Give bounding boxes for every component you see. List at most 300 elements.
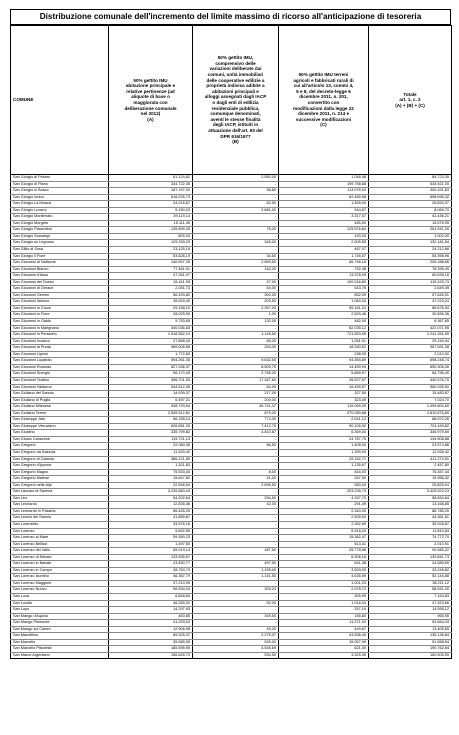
cell-imu-c: 1.261,01 [279,338,369,345]
cell-imu-a: 89.325,37 [109,633,193,640]
cell-total: 965,95 [369,613,452,620]
table-header-row [11,26,452,175]
cell-imu-a: 133.535,57 [109,554,193,561]
header-line: art. 1, c. 2 [399,97,421,103]
cell-total: 7.024,70 [369,397,452,404]
cell-imu-b: 2.756,00 [193,371,279,378]
cell-imu-a: 54.202,64 [109,495,193,502]
cell-imu-a: 53.626,19 [109,253,193,260]
cell-imu-a: 396.701,53 [109,377,193,384]
cell-imu-b: 254,00 [193,345,279,352]
cell-imu-b: 132,00 [193,319,279,326]
header-comune: COMUNE [11,26,109,175]
cell-total: 6.367,65 [369,319,452,326]
header-line: variazioni deliberate dai [209,66,262,72]
header-line: convertito con [307,100,340,105]
cell-total: 1.002,00 [369,233,452,240]
cell-imu-a: 33.576,18 [109,521,193,528]
cell-imu-a: 19.161,93 [109,279,193,286]
header-line: delle cooperative edilizie a [206,77,265,83]
cell-total: 64.796,40 [369,371,452,378]
cell-total: 78.395,49 [369,266,452,273]
cell-imu-a: 140.597,26 [109,260,193,267]
cell-imu-a: 594.261,35 [109,358,193,365]
cell-imu-c: 270.283,88 [279,410,369,417]
cell-imu-c: 323,49 [279,397,369,404]
cell-total: 13.405,65 [369,626,452,633]
cell-imu-c: 3.303,09 [279,567,369,574]
cell-imu-a: 23.450,77 [109,561,193,568]
cell-imu-c: 24.787,75 [279,436,369,443]
cell-total: 2.457,80 [369,463,452,470]
cell-comune: San Gregorio nelle Alpi [11,482,109,489]
cell-imu-c: 1.084,34 [279,299,369,306]
cell-imu-b: 2.357,00 [193,305,279,312]
cell-imu-a: 75.533,44 [109,469,193,476]
cell-imu-a: 6.497,21 [109,397,193,404]
header-line: dicembre 2011, n. 201, [299,94,348,100]
cell-comune: San Lorenzello [11,521,109,528]
cell-imu-c: 25.778,58 [279,548,369,555]
cell-comune: San Leo [11,495,109,502]
cell-comune: San Giorgio Piacentino [11,227,109,234]
cell-imu-b: 58,80 [193,188,279,195]
cell-total: 698.248,74 [369,358,452,365]
cell-imu-c: 4.635,59 [279,574,369,581]
cell-comune: San Giovanni al Natisone [11,260,109,267]
cell-imu-a: 12.906,98 [109,626,193,633]
cell-imu-c: 2.340,00 [279,508,369,515]
cell-total: 422.071,95 [369,325,452,332]
header-col-a [109,26,193,175]
cell-comune: San Giorgio in Bosco [11,188,109,195]
cell-imu-a: 129.333,29 [109,240,193,247]
cell-imu-a: 15.111,45 [109,220,193,227]
cell-total: 560.035,92 [369,384,452,391]
cell-comune: San Giuseppe Vesuviano [11,423,109,430]
cell-comune: San Giuliano Milanese [11,404,109,411]
cell-imu-c: 94.354,89 [279,358,369,365]
header-line: attuazione dell'art. 93 del [208,127,263,133]
cell-imu-a: 626.651,20 [109,423,193,430]
cell-imu-c: 15.459,57 [279,384,369,391]
cell-imu-c: 203.239,79 [279,489,369,496]
cell-imu-a: 61.124,82 [109,175,193,182]
cell-comune: San Lupo [11,607,109,614]
header-line: aliquote di base o [131,94,170,100]
cell-imu-b: 2.681,00 [193,207,279,214]
cell-total: 206.288,66 [369,260,452,267]
cell-imu-c: 2.352,69 [279,521,369,528]
cell-imu-c: 66.746,16 [279,260,369,267]
cell-imu-c: 621,00 [279,646,369,653]
cell-comune: San Giovanni Valdarno [11,384,109,391]
cell-total: 12.928,42 [369,449,452,456]
cell-imu-a: 46.367,79 [109,574,193,581]
cell-total: 135.136,84 [369,633,452,640]
header-line: relative pertinenze (ad [126,88,175,94]
cell-imu-a: 41.293,03 [109,620,193,627]
cell-imu-a: 45.929,40 [109,299,193,306]
cell-total: 11.810,84 [369,528,452,535]
cell-imu-a: 544.512,35 [109,384,193,391]
cell-comune: San Gregorio da Sassola [11,449,109,456]
cell-comune: San Giovanni Bianco [11,266,109,273]
cell-total: 411.274,51 [369,456,452,463]
cell-total: 346.979,69 [369,430,452,437]
cell-total: 15.483,87 [369,391,452,398]
cell-imu-b: - [193,521,279,528]
cell-total: 30.556,36 [369,312,452,319]
header-line: o dagli enti di edilizia [212,100,259,105]
cell-total: 42.436,21 [369,214,452,221]
cell-imu-a: 1.518.562,10 [109,332,193,339]
cell-imu-c: 1.048,48 [279,175,369,182]
header-line: abitazione principale e [125,83,176,89]
cell-imu-a: 35.585,95 [109,639,193,646]
cell-imu-a: 5.150,03 [109,207,193,214]
cell-imu-b: 49,00 [193,626,279,633]
cell-imu-a: 616.226,73 [109,194,193,201]
cell-imu-a: 1.497,50 [109,541,193,548]
cell-comune: San Lorenzo Nuovo [11,587,109,594]
cell-imu-b: 1.141,50 [193,574,279,581]
cell-imu-a: 39.119,14 [109,214,193,221]
header-col-c [279,26,369,175]
cell-imu-b: 45.741,47 [193,404,279,411]
cell-comune: San Mango d'Aquino [11,613,109,620]
cell-comune: San Giovanni Lupatoto [11,358,109,365]
cell-imu-c: 82.035,12 [279,325,369,332]
cell-imu-b: 64,00 [193,384,279,391]
cell-imu-b: - [193,528,279,535]
cell-comune: San Lorenzo Maggiore [11,580,109,587]
cell-imu-c: 543,76 [279,286,369,293]
cell-total: 57.645,91 [369,292,452,299]
cell-imu-a: 3.226.683,44 [109,489,193,496]
cell-imu-a: 22.546,54 [109,482,193,489]
cell-comune: San Giusto Canavese [11,436,109,443]
cell-imu-a: 28.025,90 [109,312,193,319]
cell-imu-a: 56.493,82 [109,292,193,299]
cell-total: 68.970,26 [369,417,452,424]
cell-imu-c: 583,00 [279,482,369,489]
cell-total: 144.508,88 [369,436,452,443]
header-line: 50% gettito IMU terreni [298,72,349,78]
cell-total: 698.696,32 [369,194,452,201]
cell-imu-b: - [193,233,279,240]
cell-imu-c: 125.576,84 [279,227,369,234]
header-line: dicembre 2011, n. 214 e [297,111,350,117]
cell-imu-a: 1.321,83 [109,463,193,470]
cell-imu-c: 327,50 [279,391,369,398]
header-line: modificazioni dalla legge 22 [293,105,354,111]
cell-total: 14.555,12 [369,607,452,614]
cell-imu-c: 11.371,00 [279,620,369,627]
cell-imu-b: - [193,554,279,561]
cell-imu-b: - [193,247,279,254]
cell-imu-b: 217,00 [193,391,279,398]
cell-comune: San Gregorio Magno [11,469,109,476]
header-line: (C) [320,122,327,128]
cell-imu-b: 2.275,07 [193,633,279,640]
cell-imu-c: 2.529,46 [279,312,369,319]
cell-imu-c: 944,67 [279,207,369,214]
cell-imu-a: 334.722,35 [109,181,193,188]
cell-imu-a: 24.216,67 [109,201,193,208]
cell-total: 190.762,64 [369,646,452,653]
cell-total: 132.181,84 [369,240,452,247]
cell-imu-b: 497,50 [193,561,279,568]
cell-comune: San Giorgio il Fiore [11,253,109,260]
cell-imu-b: - [193,541,279,548]
cell-imu-c: 257,19 [279,607,369,614]
cell-comune: San Giuliano di Puglia [11,397,109,404]
cell-imu-c: 238,09 [279,351,369,358]
header-line: agricoli e fabbricati rurali di [293,77,354,83]
cell-total: 24.589,65 [369,561,452,568]
cell-total: 55.398,96 [369,253,452,260]
cell-imu-b: 294,50 [193,495,279,502]
cell-comune: San Leucio del Sannio [11,515,109,522]
header-line: residenziale pubblica, [211,105,260,111]
cell-imu-b: 774,00 [193,417,279,424]
cell-imu-a: 41.855,87 [109,515,193,522]
cell-imu-c: 1.745,57 [279,253,369,260]
cell-comune: San Leonardo [11,502,109,509]
cell-total: 29.194,44 [369,338,452,345]
cell-comune: San Luca [11,594,109,601]
cell-imu-a: 66.155,14 [109,417,193,424]
cell-imu-b: - [193,463,279,470]
cell-total: 3.429.923,23 [369,489,452,496]
cell-imu-a: 6.848,84 [109,594,193,601]
cell-total: 2.241.261,59 [369,332,452,339]
cell-imu-b: 7.412,70 [193,423,279,430]
cell-comune: San Giovanni in Marignano [11,325,109,332]
cell-total: 119.225,73 [369,279,452,286]
cell-imu-a: 2.539.512,81 [109,410,193,417]
cell-imu-b: 345,00 [193,240,279,247]
cell-imu-a: 185.595,95 [109,646,193,653]
cell-imu-a: 46.255,32 [109,600,193,607]
cell-comune: San Giorgio Monferrato [11,214,109,221]
cell-imu-c: 115.069,09 [279,404,369,411]
cell-imu-b: 209,50 [193,299,279,306]
header-line: DPR 616/1977 [220,133,251,139]
cell-comune: San Giorgio Morgeto [11,220,109,227]
cell-imu-c: 487,07 [279,247,369,254]
cell-imu-b: 1.195,00 [193,567,279,574]
cell-imu-a: 56.170,43 [109,371,193,378]
cell-comune: San Giovanni la Punta [11,345,109,352]
cell-comune: San Giorgio di Pesaro [11,175,109,182]
cell-total: 47.323,66 [369,600,452,607]
cell-comune: San Lorenzo di Sebato [11,554,109,561]
cell-imu-c: 1.016,34 [279,600,369,607]
cell-imu-c: 6.306,16 [279,554,369,561]
cell-comune: San Giorgio Scarampi [11,233,109,240]
cell-comune: San Giovanni in Galdo [11,319,109,326]
cell-imu-b: 65,00 [193,338,279,345]
cell-imu-b: 925,00 [193,639,279,646]
cell-imu-b: 9.632,50 [193,358,279,365]
cell-comune: San Gregorio d'Ippona [11,463,109,470]
cell-imu-c: 1.408,00 [279,443,369,450]
cell-comune: San Gregorio [11,443,109,450]
cell-comune: San Giovanni in Fiore [11,312,109,319]
header-line: comprensivo delle [215,60,256,66]
cell-imu-b: 8.509,75 [193,364,279,371]
cell-total: 52.144,88 [369,574,452,581]
cell-comune: San Giuliano del Sannio [11,391,109,398]
cell-imu-b: 300,00 [193,292,279,299]
cell-imu-b: - [193,436,279,443]
cell-imu-c: 4.337,70 [279,495,369,502]
cell-total: 2.010,92 [369,351,452,358]
cell-imu-b: 75,00 [193,227,279,234]
cell-comune: San Giovanni Ilarione [11,299,109,306]
cell-imu-a: 29.158,10 [109,305,193,312]
cell-imu-b: - [193,351,279,358]
cell-imu-a: 65.019,14 [109,548,193,555]
cell-total: 300.331,83 [369,188,452,195]
cell-total: 86.676,34 [369,305,452,312]
cell-imu-a: 627.336,37 [109,364,193,371]
cell-imu-b: 86,50 [193,443,279,450]
cell-imu-c: 14.459,94 [279,364,369,371]
header-line: (A) + (B) + (C) [395,102,425,108]
cell-imu-b: 2.695,50 [193,482,279,489]
cell-total: 25.834,37 [369,201,452,208]
cell-comune: San Mango Piemonte [11,620,109,627]
cell-total: 1.099.604,50 [369,404,452,411]
cell-imu-b: - [193,535,279,542]
header-line: Totale [403,91,417,97]
cell-comune: San Giustino [11,430,109,437]
cell-imu-c: 199.798,68 [279,181,369,188]
cell-comune: San Lorenzo [11,528,109,535]
cell-imu-c: 155,60 [279,613,369,620]
cell-imu-a: 86.445,25 [109,508,193,515]
header-line: proprietà indivisa adibite a [206,83,265,89]
cell-imu-c: 1.135,97 [279,463,369,470]
cell-total: 64.723,30 [369,175,452,182]
cell-imu-c: 816,00 [279,469,369,476]
cell-imu-c: 2.078,72 [279,587,369,594]
cell-comune: San Marcello Pistoiese [11,646,109,653]
cell-imu-b: - [193,580,279,587]
table-row [11,652,452,659]
cell-comune: San Giorgio La Molara [11,201,109,208]
cell-imu-c: 43.536,40 [279,633,369,640]
cell-imu-c: 82.469,58 [279,194,369,201]
cell-imu-a: 37.210,09 [109,580,193,587]
cell-imu-a: 1.772,83 [109,351,193,358]
table-body [11,175,452,659]
cell-total: 15.576,95 [369,220,452,227]
cell-imu-c: 291,49 [279,502,369,509]
cell-total: 25.825,04 [369,482,452,489]
cell-imu-a: 56.534,04 [109,587,193,594]
cell-imu-a: 187.197,00 [109,188,193,195]
cell-comune: San Giorgio Lucano [11,207,109,214]
header-line: nel 2012) [140,111,161,117]
cell-comune: San Marco Argentano [11,652,109,659]
cell-imu-a: 15.647,82 [109,476,193,483]
cell-imu-c: 449,67 [279,626,369,633]
cell-imu-b: - [193,273,279,280]
cell-total: 76.357,44 [369,469,452,476]
cell-imu-b: 17.347,60 [193,377,279,384]
cell-imu-c: 1.399,00 [279,449,369,456]
cell-total: 35.928,87 [369,521,452,528]
cell-imu-c: 113.076,03 [279,188,369,195]
cell-imu-b: - [193,489,279,496]
cell-imu-c: 6.369,00 [279,430,369,437]
cell-imu-b: 142,00 [193,266,279,273]
header-line: 50% gettito IMU, [217,55,254,61]
cell-imu-b: - [193,515,279,522]
cell-imu-a: 135.899,25 [109,227,193,234]
distribution-table [10,25,452,659]
cell-total: 60.639,16 [369,273,452,280]
cell-total: 261.541,09 [369,227,452,234]
cell-imu-b: 54,00 [193,286,279,293]
header-col-total [369,26,452,175]
cell-total: 440.576,70 [369,377,452,384]
cell-comune: San Giovanni Suergiu [11,371,109,378]
cell-imu-a: 23.125,15 [109,247,193,254]
cell-comune: San Marcello [11,639,109,646]
cell-imu-b: - [193,194,279,201]
cell-imu-b: 1.145,50 [193,332,279,339]
cell-total: 58.834,84 [369,495,452,502]
cell-imu-a: 14.939,37 [109,391,193,398]
cell-imu-b: 42,00 [193,502,279,509]
cell-imu-b: - [193,325,279,332]
cell-imu-c: 1.465,00 [279,201,369,208]
cell-comune: San Giovanni Gemini [11,292,109,299]
cell-comune: San Lorenzo al Mare [11,535,109,542]
document-title: Distribuzione comunale dell'incremento del limite massimo di ricorso all'anticipazione di tesoreria [10,9,451,25]
cell-comune: San Giuseppe Jato [11,417,109,424]
cell-imu-c: 5.869,97 [279,371,369,378]
cell-total: 33.248,82 [369,567,452,574]
cell-comune: San Gillio di Susa [11,247,109,254]
cell-imu-b: - [193,620,279,627]
cell-comune: San Giorgio su Legnano [11,240,109,247]
header-line: cui all'articolo 13, commi 4, [293,83,354,89]
cell-total: 52.664,03 [369,620,452,627]
cell-comune: San Lorenzo Bellizzi [11,541,109,548]
header-line: comuni, unità immobiliari [207,72,264,78]
cell-total: 51.568,94 [369,639,452,646]
cell-imu-c: 792,48 [279,266,369,273]
header-line: degli IACP, istituiti in [212,122,259,128]
cell-comune: San Leonardo in Passiria [11,508,109,515]
cell-comune: San Lucido [11,600,109,607]
cell-comune: San Giovanni di Gerace [11,286,109,293]
cell-comune: San Giorgio Ionico [11,194,109,201]
cell-imu-b: - [193,214,279,221]
cell-comune: San Giovanni Teatino [11,377,109,384]
cell-imu-a: 11.529,42 [109,449,193,456]
cell-imu-c: 2.505,94 [279,515,369,522]
cell-comune: San Giovanni Rotondo [11,364,109,371]
cell-imu-a: 2.051,73 [109,286,193,293]
cell-total: 987.591,08 [369,345,452,352]
